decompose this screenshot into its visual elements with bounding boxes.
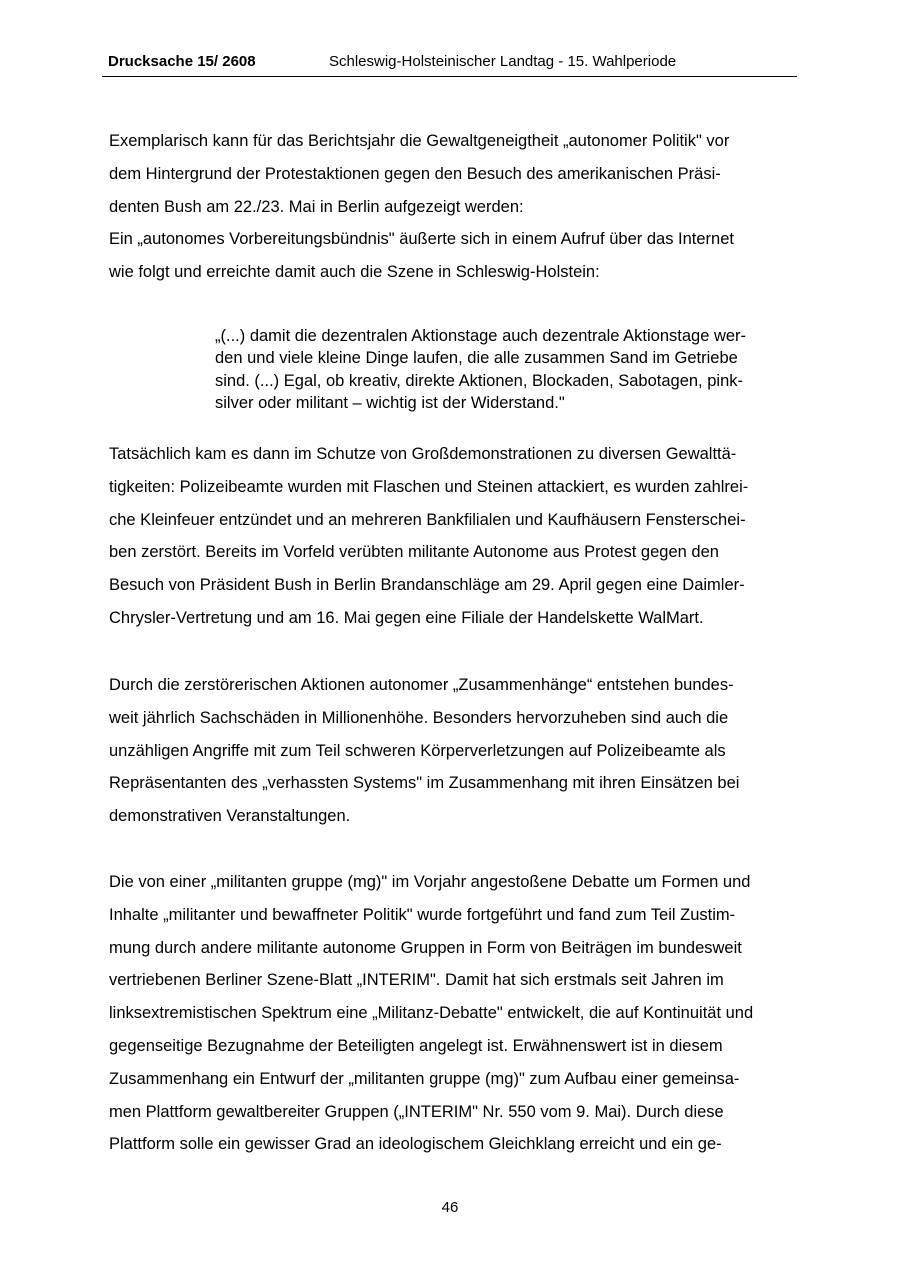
text-line: Die von einer „militanten gruppe (mg)" im Vorjahr angestoßene Debatte um Formen und <box>109 873 751 891</box>
page-number: 46 <box>441 1199 459 1216</box>
text-line: Tatsächlich kam es dann im Schutze von Großdemonstrationen zu diversen Gewalttä- <box>109 445 737 463</box>
text-line: vertriebenen Berliner Szene-Blatt „INTERIM". Damit hat sich erstmals seit Jahren im <box>109 971 724 990</box>
document-number: Drucksache 15/ 2608 <box>108 53 256 70</box>
text-line: Besuch von Präsident Bush in Berlin Brandanschläge am 29. April gegen eine Daimler- <box>109 576 745 595</box>
text-line: dem Hintergrund der Protestaktionen gegen den Besuch des amerikanischen Präsi- <box>109 164 721 183</box>
quote-line: silver oder militant – wichtig ist der Widerstand." <box>215 393 565 412</box>
paragraph-intro <box>109 125 804 289</box>
quote-line: sind. (...) Egal, ob kreativ, direkte Aktionen, Blockaden, Sabotagen, pink- <box>215 371 743 390</box>
text-line: Inhalte „militanter und bewaffneter Politik" wurde fortgeführt und fand zum Teil Zustim- <box>109 905 736 924</box>
paragraph-damages <box>109 669 804 833</box>
text-line: demonstrativen Veranstaltungen. <box>109 807 351 826</box>
text-line: mung durch andere militante autonome Gruppen in Form von Beiträgen im bundesweit <box>109 938 742 957</box>
text-line: tigkeiten: Polizeibeamte wurden mit Flaschen und Steinen attackiert, es wurden zahlrei- <box>109 477 749 496</box>
text-line: weit jährlich Sachschäden in Millionenhöhe. Besonders hervorzuheben sind auch die <box>109 708 729 727</box>
block-quote <box>215 325 795 414</box>
text-line: gegenseitige Bezugnahme der Beteiligten angelegt ist. Erwähnenswert ist in diesem <box>109 1036 723 1055</box>
text-line: Ein „autonomes Vorbereitungsbündnis" äußerte sich in einem Aufruf über das Internet <box>109 230 734 249</box>
text-line: Zusammenhang ein Entwurf der „militanten gruppe (mg)" zum Aufbau einer gemeinsa- <box>109 1069 740 1088</box>
text-line: denten Bush am 22./23. Mai in Berlin aufgezeigt werden: <box>109 197 524 216</box>
header-title: Schleswig-Holsteinischer Landtag - 15. Wahlperiode <box>329 53 677 70</box>
text-line: Durch die zerstörerischen Aktionen autonomer „Zusammenhänge“ entstehen bundes- <box>109 676 734 694</box>
text-line: men Plattform gewaltbereiter Gruppen („INTERIM" Nr. 550 vom 9. Mai). Durch diese <box>109 1102 724 1121</box>
text-line: Chrysler-Vertretung und am 16. Mai gegen eine Filiale der Handelskette WalMart. <box>109 608 704 627</box>
text-line: Plattform solle ein gewisser Grad an ideologischem Gleichklang erreicht und ein ge- <box>109 1135 722 1154</box>
text-line: Repräsentanten des „verhassten Systems" im Zusammenhang mit ihren Einsätzen bei <box>109 774 740 793</box>
text-line: unzähligen Angriffe mit zum Teil schweren Körperverletzungen auf Polizeibeamte als <box>109 741 726 760</box>
paragraph-militancy-debate <box>109 866 804 1161</box>
text-line: ben zerstört. Bereits im Vorfeld verübten militante Autonome aus Protest gegen den <box>109 543 719 562</box>
quote-line: den und viele kleine Dinge laufen, die alle zusammen Sand im Getriebe <box>215 349 738 368</box>
page-header <box>102 52 797 77</box>
paragraph-events <box>109 438 804 635</box>
text-line: che Kleinfeuer entzündet und an mehreren Bankfilialen und Kaufhäusern Fensterschei- <box>109 510 746 529</box>
text-line: wie folgt und erreichte damit auch die Szene in Schleswig-Holstein: <box>109 263 600 282</box>
text-line: linksextremistischen Spektrum eine „Militanz-Debatte" entwickelt, die auf Kontinuität und <box>109 1004 754 1023</box>
quote-line: „(...) damit die dezentralen Aktionstage auch dezentrale Aktionstage wer- <box>215 327 747 345</box>
text-line: Exemplarisch kann für das Berichtsjahr die Gewaltgeneigtheit „autonomer Politik" vor <box>109 132 730 150</box>
